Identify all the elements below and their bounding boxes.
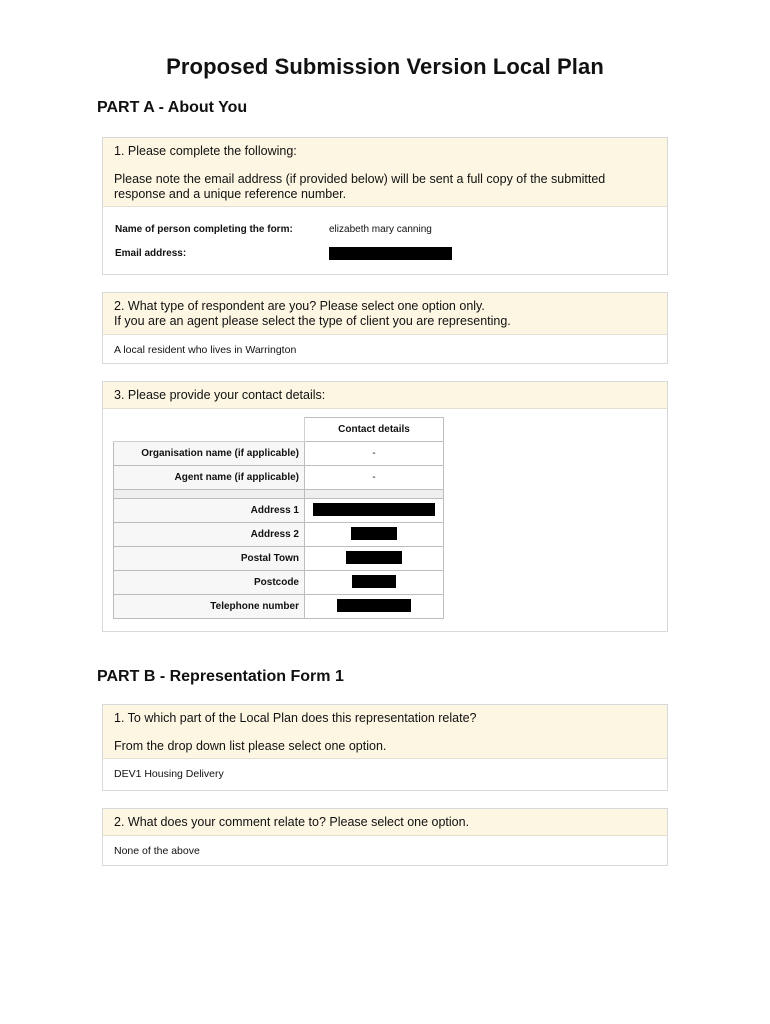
table-spacer-row [114,490,444,499]
question-header [103,809,667,836]
table-row [114,595,444,619]
row-value: - [305,442,444,466]
question-box-b1 [102,704,668,791]
row-label: Address 2 [114,523,305,547]
table-row [114,571,444,595]
question-header [103,382,667,409]
table-row [114,523,444,547]
question-note: If you are an agent please select the type of client you are representing. [114,314,511,328]
question-box-a2 [102,292,668,364]
question-note: Please note the email address (if provided below) will be sent a full copy of the submitted response and a unique reference number. [114,172,606,201]
column-header: Contact details [305,418,444,442]
respondent-details [103,207,667,265]
redacted-value [313,503,435,516]
row-label: Organisation name (if applicable) [114,442,305,466]
row-value [305,523,444,547]
question-box-b2 [102,808,668,866]
question-text: 1. To which part of the Local Plan does this representation relate? [114,711,477,725]
question-text: 2. What does your comment relate to? Please select one option. [114,815,470,829]
table-row [114,547,444,571]
redacted-value [337,599,411,612]
redacted-value [352,575,396,588]
row-label: Agent name (if applicable) [114,466,305,490]
question-text: 2. What type of respondent are you? Please select one option only. [114,299,485,313]
table-row [114,442,444,466]
table-row [114,466,444,490]
question-header [103,293,667,335]
part-b-heading: PART B - Representation Form 1 [97,668,344,685]
question-header [103,705,667,759]
redacted-value [351,527,397,540]
name-value: elizabeth mary canning [329,223,432,235]
answer-text: DEV1 Housing Delivery [114,768,224,780]
question-note: From the drop down list please select one option. [114,739,387,753]
row-value: - [305,466,444,490]
row-label: Postcode [114,571,305,595]
email-label: Email address: [115,247,187,259]
redacted-email [329,247,452,260]
email-row [115,241,655,265]
contact-details-table [113,417,444,619]
part-a-heading: PART A - About You [97,99,248,116]
page-title: Proposed Submission Version Local Plan [166,54,604,79]
question-text: 1. Please complete the following: [114,144,297,158]
row-label: Telephone number [114,595,305,619]
answer-text: A local resident who lives in Warrington [114,344,297,356]
redacted-value [346,551,402,564]
row-label: Address 1 [114,499,305,523]
row-value [305,547,444,571]
name-label: Name of person completing the form: [115,223,293,235]
table-row [114,499,444,523]
name-row [115,217,655,241]
answer-text: None of the above [114,845,200,857]
question-box-a1 [102,137,668,275]
row-value [305,571,444,595]
table-header-row [114,418,444,442]
row-label: Postal Town [114,547,305,571]
row-value [305,499,444,523]
question-header [103,138,667,207]
question-text: 3. Please provide your contact details: [114,388,326,402]
row-value [305,595,444,619]
question-box-a3 [102,381,668,632]
